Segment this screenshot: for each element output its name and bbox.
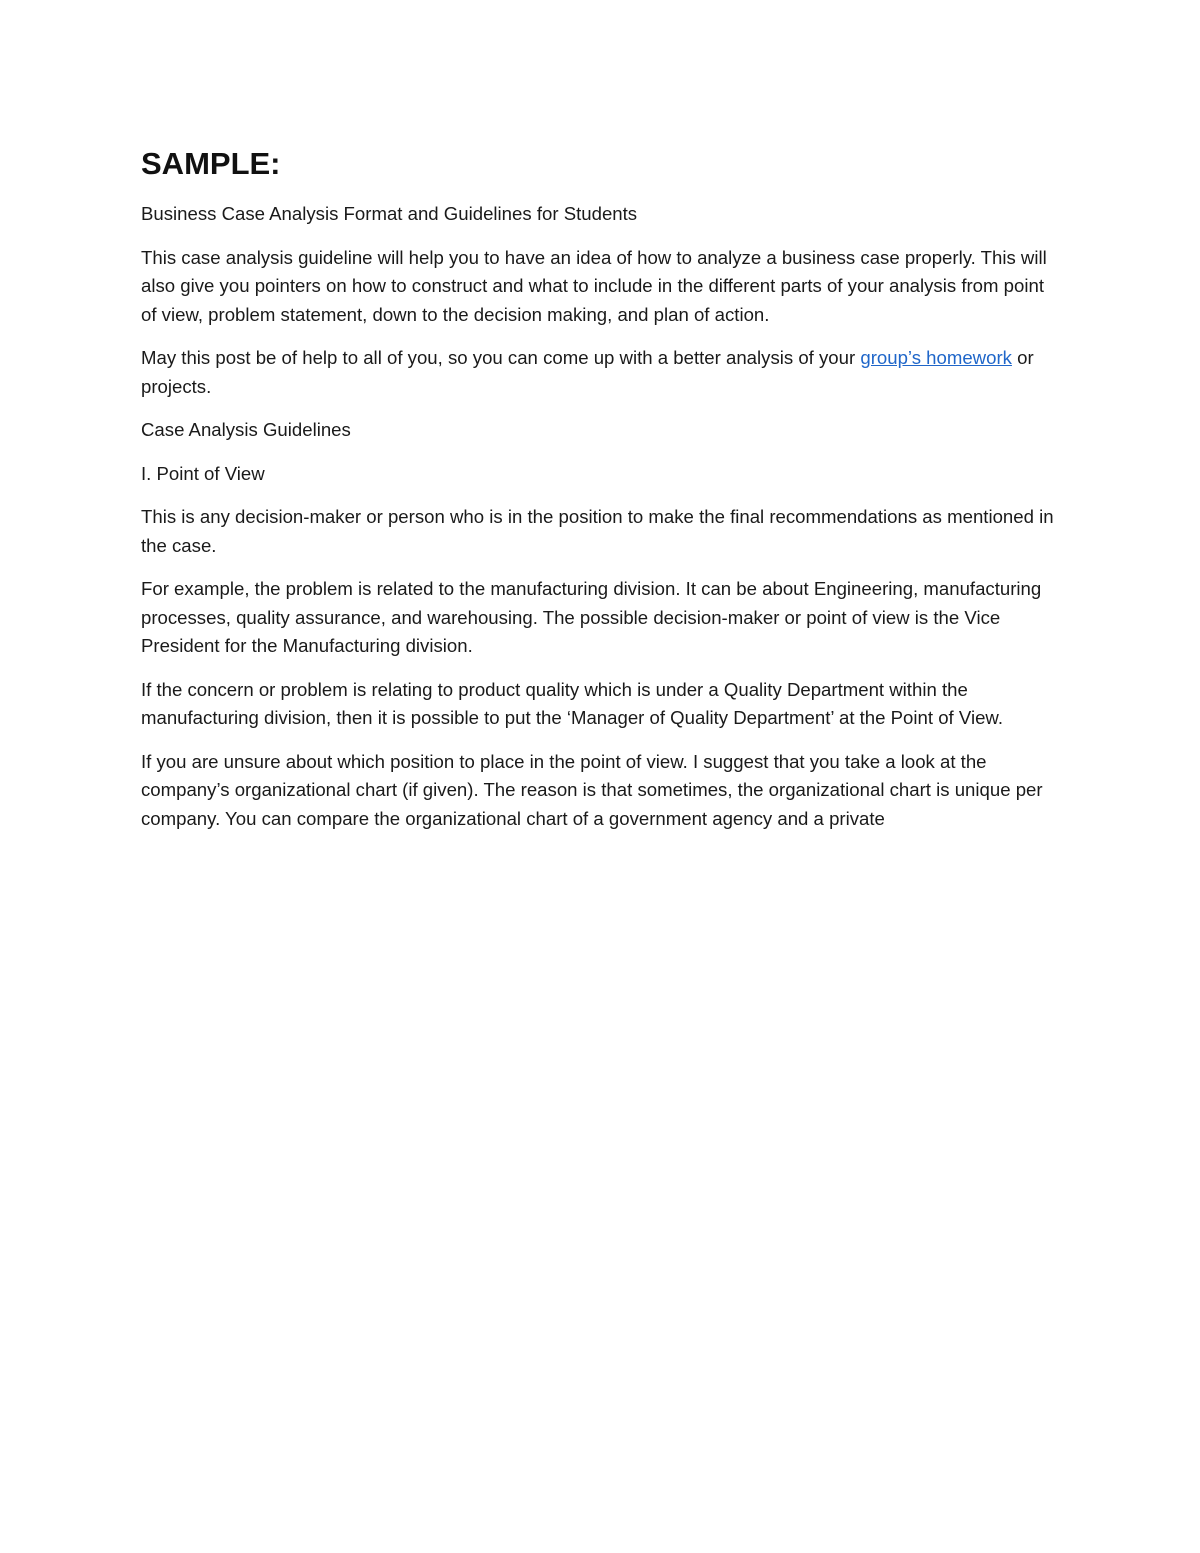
help-text-before: May this post be of help to all of you, so you can come up with a better analysis of your <box>141 347 861 368</box>
section-heading-point-of-view: I. Point of View <box>141 462 265 484</box>
help-paragraph <box>141 344 1059 401</box>
example-paragraph: For example, the problem is related to the manufacturing division. It can be about Engineering, manufacturing processes, quality assurance, and warehousing. The possible decision-maker or point of view is the Vice President for the Manufacturing division. <box>141 578 1042 656</box>
document-body <box>141 142 1059 848</box>
quality-paragraph: If the concern or problem is relating to product quality which is under a Quality Department within the manufacturing division, then it is possible to put the ‘Manager of Quality Department’ at the Point of View. <box>141 678 1003 728</box>
point-of-view-paragraph: This is any decision-maker or person who is in the position to make the final recommendations as mentioned in the case. <box>141 506 1054 556</box>
document-subtitle: Business Case Analysis Format and Guidelines for Students <box>141 203 638 224</box>
intro-paragraph: This case analysis guideline will help you to have an idea of how to analyze a business case properly. This will also give you pointers on how to construct and what to include in the different parts of your analysis from point of view, problem statement, down to the decision making, and plan of action. <box>141 246 1047 325</box>
guidelines-heading: Case Analysis Guidelines <box>141 419 351 440</box>
group-homework-link[interactable]: group’s homework <box>860 347 1012 368</box>
page-title: SAMPLE: <box>141 146 281 181</box>
help-text-after: or projects. <box>141 347 1034 397</box>
unsure-paragraph: If you are unsure about which position to place in the point of view. I suggest that you take a look at the company’s organizational chart (if given). The reason is that sometimes, the organizational chart is unique per company. You can compare the organizational chart of a government agency and a private <box>141 750 1043 829</box>
